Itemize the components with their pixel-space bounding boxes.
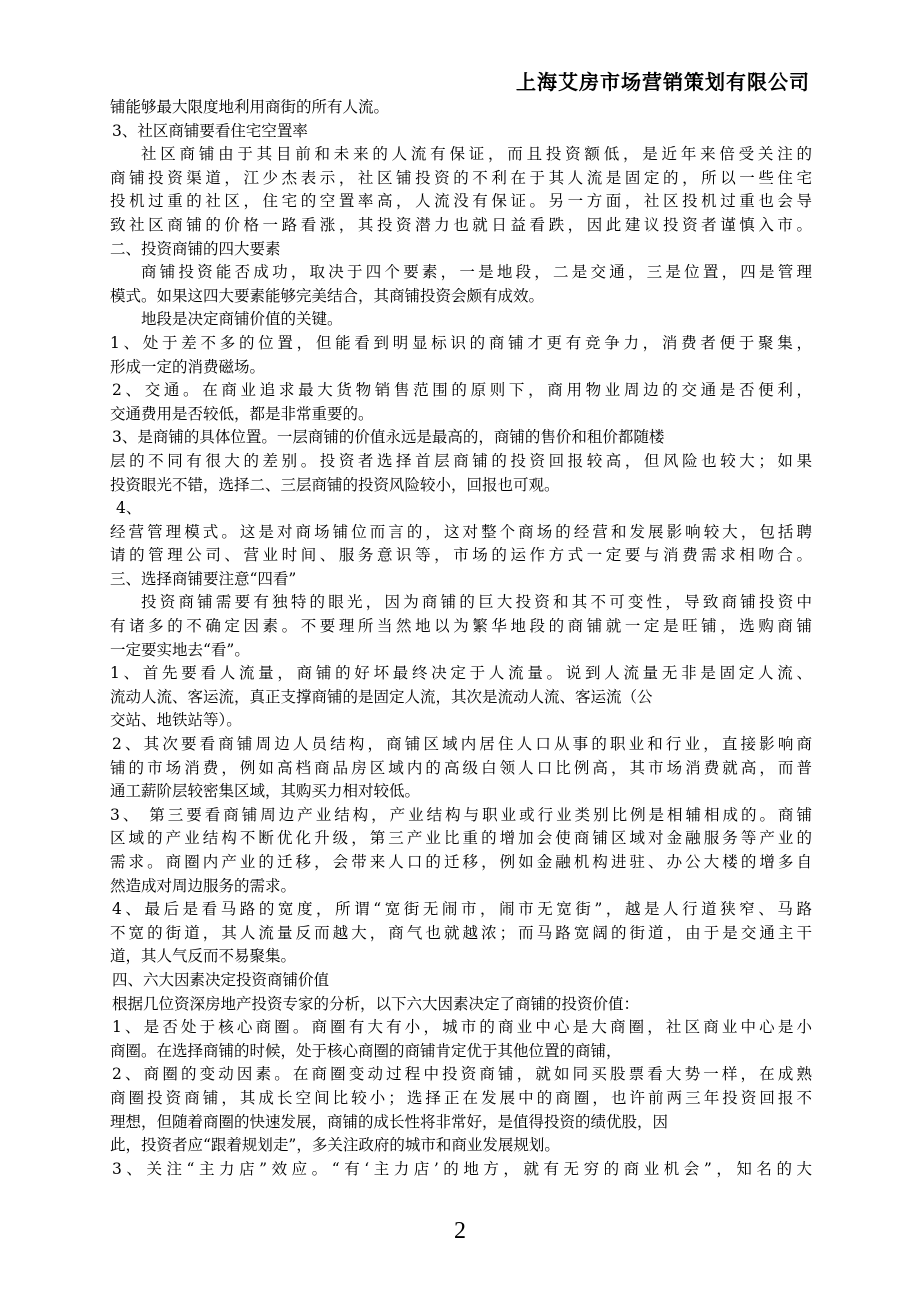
text-line: 商圈投资商铺，其成长空间比较小；选择正在发展中的商圈，也许前两三年投资回报不 [110,1088,812,1107]
page-header-company: 上海艾房市场营销策划有限公司 [516,70,810,94]
text-line: 3、是商铺的具体位置。一层商铺的价值永远是最高的，商铺的售价和租价都随楼 [112,428,665,447]
text-line: 模式。如果这四大要素能够完美结合，其商铺投资会颇有成效。 [110,286,545,305]
text-line: 形成一定的消费磁场。 [110,357,266,376]
section-heading: 三、选择商铺要注意“四看” [110,569,297,588]
text-line: 致社区商铺的价格一路看涨，其投资潜力也就日益看跌，因此建议投资者谨慎入市。 [110,215,812,234]
subheading: 3、社区商铺要看住宅空置率 [112,121,308,140]
text-line: 道，其人气反而不易聚集。 [110,947,297,966]
text-line: 铺能够最大限度地利用商街的所有人流。 [110,98,390,116]
text-line: 不宽的街道，其人流量反而越大，商气也就越浓；而马路宽阔的街道，由于是交通主干 [110,923,812,942]
text-line: 地段是决定商铺价值的关键。 [141,310,343,329]
text-line: 然造成对周边服务的需求。 [110,876,297,895]
text-line: 经营管理模式。这是对商场铺位而言的，这对整个商场的经营和发展影响较大，包括聘 [110,522,812,541]
page-number: 2 [454,1218,466,1244]
text-line: 铺的市场消费，例如高档商品房区域内的高级白领人口比例高，其市场消费就高，而普 [110,758,812,777]
text-line: 1、是否处于核心商圈。商圈有大有小，城市的商业中心是大商圈，社区商业中心是小 [112,1018,812,1037]
text-line: 2、其次要看商铺周边人员结构，商铺区域内居住人口从事的职业和行业，直接影响商 [112,735,812,754]
text-line: 商铺投资能否成功，取决于四个要素，一是地段，二是交通，三是位置，四是管理 [141,263,812,282]
text-line: 交通费用是否较低，都是非常重要的。 [110,404,374,423]
text-line: 需求。商圈内产业的迁移，会带来人口的迁移，例如金融机构进驻、办公大楼的增多自 [110,853,812,871]
text-line: 一定要实地去“看”。 [110,640,250,659]
text-line: 投资眼光不错，选择二、三层商铺的投资风险较小，回报也可观。 [110,475,560,494]
text-line: 投资商铺需要有独特的眼光，因为商铺的巨大投资和其不可变性，导致商铺投资中 [141,593,812,612]
text-line: 1、处于差不多的位置，但能看到明显标识的商铺才更有竞争力，消费者便于聚集， [110,333,812,352]
text-line: 1、首先要看人流量，商铺的好坏最终决定于人流量。说到人流量无非是固定人流、 [110,664,812,683]
text-line: 2、交通。在商业追求最大货物销售范围的原则下，商用物业周边的交通是否便利， [112,381,812,400]
text-line: 通工薪阶层较密集区域，其购买力相对较低。 [110,782,421,801]
text-line: 有诸多的不确定因素。不要理所当然地以为繁华地段的商铺就一定是旺铺，选购商铺 [110,617,812,636]
text-line: 社区商铺由于其目前和未来的人流有保证，而且投资额低，是近年来倍受关注的 [141,145,812,164]
text-line: 投机过重的社区，住宅的空置率高，人流没有保证。另一方面，社区投机过重也会导 [110,192,812,211]
text-line: 商圈。在选择商铺的时候，处于核心商圈的商铺肯定优于其他位置的商铺， [110,1041,622,1060]
text-line: 4、 [116,499,142,518]
text-line: 4、最后是看马路的宽度，所谓“宽街无闹市，闹市无宽街”，越是人行道狭窄、马路 [112,900,812,919]
text-line: 3、关注“主力店”效应。“有‘主力店’的地方，就有无穷的商业机会”，知名的大 [112,1159,812,1178]
section-heading: 四、六大因素决定投资商铺价值 [112,970,330,989]
section-heading: 二、投资商铺的四大要素 [110,239,281,258]
text-line: 3、 第三要看商铺周边产业结构，产业结构与职业或行业类别比例是相辅相成的。商铺 [110,805,812,824]
text-line: 商铺投资渠道，江少杰表示，社区铺投资的不利在于其人流是固定的，所以一些住宅 [110,168,812,187]
text-line: 区域的产业结构不断优化升级，第三产业比重的增加会使商铺区域对金融服务等产业的 [110,829,812,848]
text-line: 交站、地铁站等）。 [110,711,242,730]
text-line: 2、商圈的变动因素。在商圈变动过程中投资商铺，就如同买股票看大势一样，在成熟 [112,1065,812,1084]
text-line: 层的不同有很大的差别。投资者选择首层商铺的投资回报较高，但风险也较大；如果 [110,451,812,470]
text-line: 此，投资者应“跟着规划走”，多关注政府的城市和商业发展规划。 [110,1136,560,1155]
document-body [110,96,812,1181]
text-line: 理想，但随着商圈的快速发展，商铺的成长性将非常好，是值得投资的绩优股，因 [110,1112,669,1131]
text-line: 流动人流、客运流，真正支撑商铺的是固定人流，其次是流动人流、客运流（公 [110,687,653,706]
text-line: 请的管理公司、营业时间、服务意识等，市场的运作方式一定要与消费需求相吻合。 [110,546,812,565]
text-line: 根据几位资深房地产投资专家的分析，以下六大因素决定了商铺的投资价值： [112,994,640,1013]
